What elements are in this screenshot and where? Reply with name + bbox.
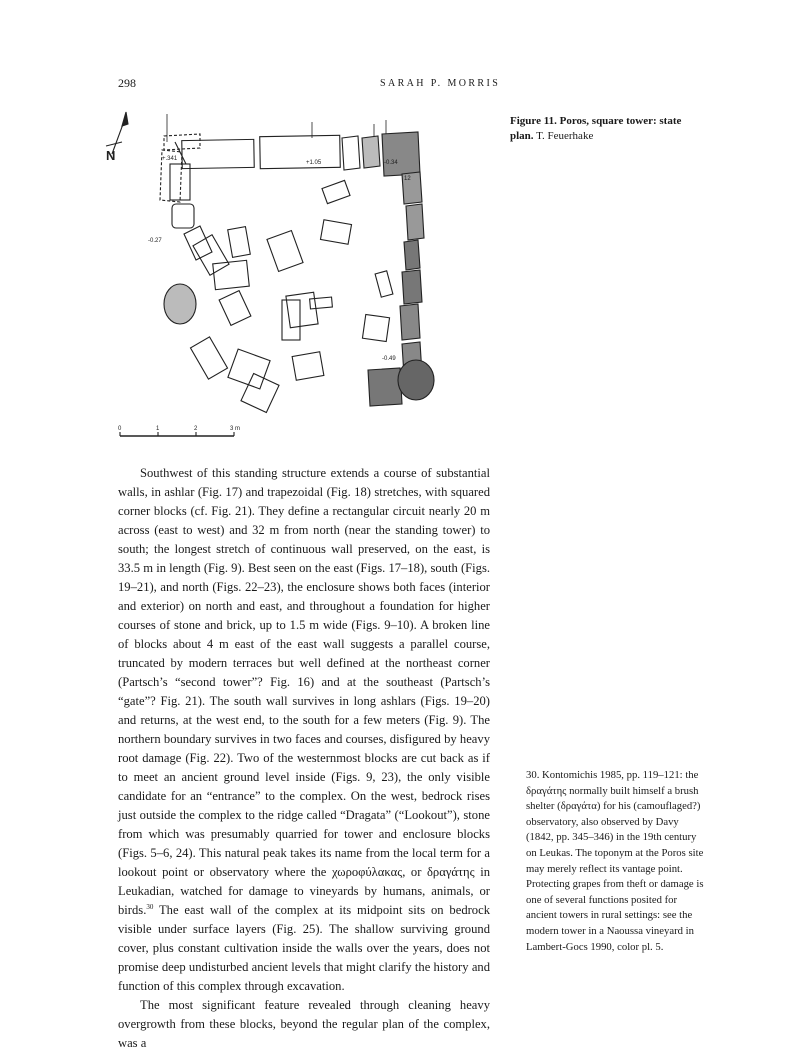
elevation-label: -0.49 bbox=[382, 356, 396, 362]
scale-label: 0 bbox=[118, 426, 122, 432]
footnote: 30. Kontomichis 1985, pp. 119–121: the δραγάτης normally built himself a brush shelter (δραγάτα) for his (camouflaged?) observatory, also observed by Davy (1842, pp. 345–346) in the 19th century on Leukas. The toponym at the Poros site may merely reflect its vantage point. Protecting grapes from theft or damage is one of several functions posited for ancient towers in rural settings: see the modern tower in a Naoussa vineyard in Lambert-Gocs 1990, color pl. 5. bbox=[526, 769, 704, 953]
scale-label: 2 bbox=[194, 426, 198, 432]
east-wall bbox=[400, 172, 424, 376]
west-wall bbox=[160, 150, 212, 260]
page-number: 298 bbox=[118, 76, 136, 90]
figure-caption-credit: T. Feuerhake bbox=[536, 130, 594, 142]
elevation-label: -0.27 bbox=[148, 238, 162, 244]
paragraph: The most significant feature revealed through cleaning heavy overgrowth from these blocks, beyond the regular plan of the complex, was a bbox=[118, 998, 490, 1050]
north-label: N bbox=[106, 148, 116, 163]
elevation-label: +.341 bbox=[162, 156, 178, 162]
survey-markers bbox=[167, 114, 386, 142]
figure-caption bbox=[510, 114, 700, 144]
scale-bar bbox=[118, 426, 240, 436]
south-wall bbox=[368, 360, 434, 406]
north-arrow-icon bbox=[106, 112, 128, 163]
elevation-label: +1.05 bbox=[306, 160, 322, 166]
figure-caption-title: Figure 11. Poros, square tower: state plan. bbox=[510, 115, 682, 142]
running-head-author: SARAH P. MORRIS bbox=[380, 78, 501, 89]
elevation-label: 12 bbox=[404, 176, 411, 182]
footnote-ref[interactable]: 30 bbox=[146, 902, 154, 911]
scale-label: 3 m bbox=[230, 426, 241, 432]
paragraph: Southwest of this standing structure extends a course of substantial walls, in ashlar (Fig. 17) and trapezoidal (Fig. 18) stretches, with squared corner blocks (cf. Fig. 21). They define a rectangular circuit nearly 20 m across (east to west) and 32 m from north (near the standing tower) to south; the longest stretch of continuous wall preserved, on the east, is 33.5 m in length (Fig. 9). Best seen on the east (Figs. 17–18), south (Figs. 19–21), and north (Figs. 22–23), the enclosure shows both faces (interior and exterior) on north and east, and throughout a foundation for higher courses of stone and brick, up to 1.5 m wide (Figs. 9–10). A broken line of blocks about 4 m east of the east wall suggests a parallel course, truncated by modern terraces but well defined at the northeast corner (Partsch’s “second tower”? Fig. 16) and at the southeast (Partsch’s “gate”? Fig. 21). The south wall survives in long ashlars (Figs. 19–20) and returns, at the west end, to the south for a few meters (Fig. 9). The northern boundary survives in two faces and courses, disfigured by heavy root damage (Fig. 22). Two of the westernmost blocks are cut back as if to meet an ancient ground level inside (Figs. 9, 23), the only visible candidate for an “entrance” to the complex. On the west, bedrock rises just outside the complex to the ridge called “Dragata” (“Lookout”), stone from which was presumably quarried for tower and enclosure blocks (Figs. 5–6, 24). This natural peak takes its name from the local term for a lookout point or observatory where the χωροφύλακας, or δραγάτης in Leukadian, watched for damage to vineyards by humans, animals, or birds.$^{30}$ The east wall of the complex at its midpoint sits on bedrock visible under surface layers (Fig. 25). The shallow surviving ground cover, plus constant cultivation inside the walls over the years, does not promise deep undisturbed ancient levels that might clarify the history and function of this complex through excavation. bbox=[118, 466, 490, 993]
scale-label: 1 bbox=[156, 426, 160, 432]
body-text bbox=[118, 464, 490, 1053]
interior-blocks bbox=[164, 180, 393, 412]
elevation-label: -0.34 bbox=[384, 160, 398, 166]
tower-state-plan bbox=[100, 102, 500, 452]
north-wall bbox=[164, 132, 420, 176]
